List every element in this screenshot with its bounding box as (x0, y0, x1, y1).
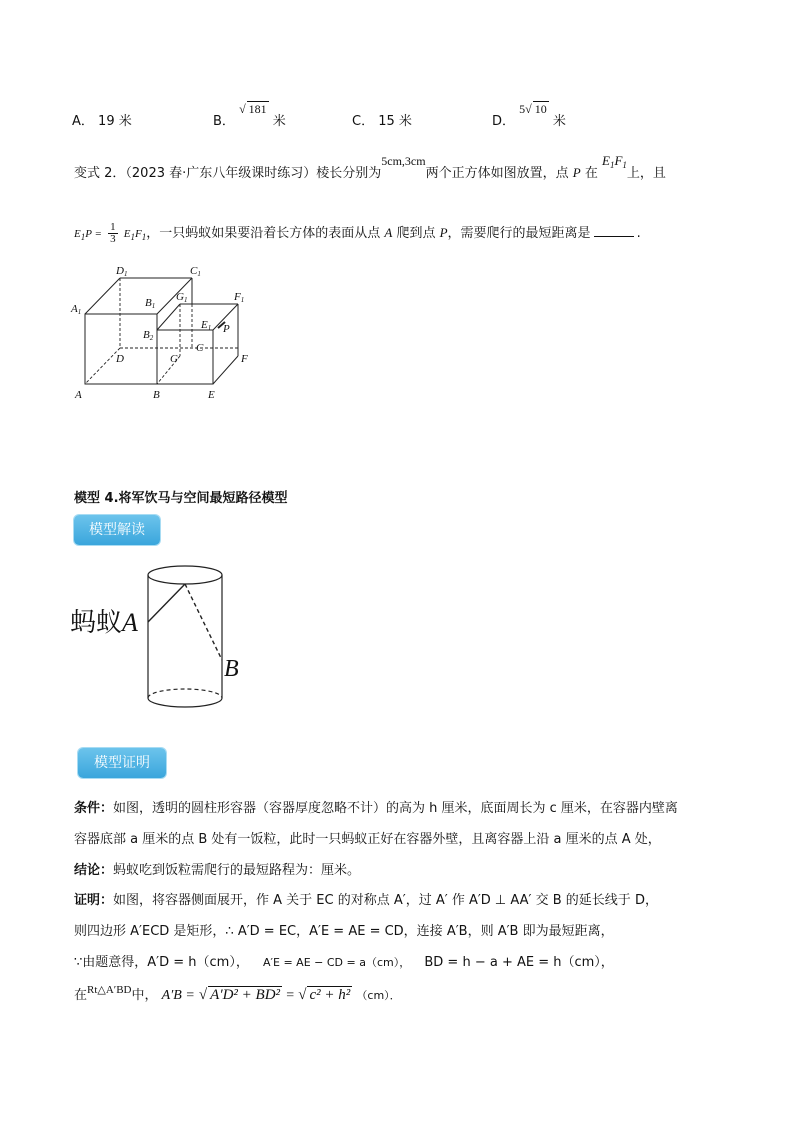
svg-text:B2: B2 (143, 329, 154, 342)
badge-model-proof: 模型证明 (78, 748, 166, 778)
svg-text:P: P (223, 323, 230, 335)
svg-text:F1: F1 (234, 291, 245, 304)
cylinder-figure (140, 560, 250, 720)
small-cube-front-face (157, 330, 213, 384)
conditions-line2: 容器底部 a 厘米的点 B 处有一饭粒，此时一只蚂蚁正好在容器外壁，且离容器上沿 a 厘米的点 A 处， (74, 832, 661, 847)
svg-text:F: F (241, 353, 248, 365)
variant2-line1: 变式 2．（2023 春·广东八年级课时练习）棱长分别为5cm,3cm两个正方体如图放置，点 P 在 $E_1F_1$上，且 (74, 153, 666, 181)
option-a: A． 19 米 (72, 114, 132, 129)
svg-text:D1: D1 (116, 265, 128, 278)
svg-text:E1: E1 (201, 319, 212, 332)
proof-line3: ∵由题意得，A′D = h（cm）， A′E = AE − CD = a（cm）， BD = h − a + AE = h（cm）， (74, 955, 614, 970)
svg-text:A: A (75, 389, 82, 401)
model4-title: 模型 4.将军饮马与空间最短路径模型 (74, 491, 288, 506)
svg-text:G1: G1 (176, 291, 188, 304)
svg-text:D: D (116, 353, 124, 365)
b-label: B (224, 656, 239, 682)
proof-line4: 在Rt△A′BD中， A′B = √ A′D² + BD² = √ c² + h² $_{(cm).}$ (74, 984, 401, 1003)
cube-figure (60, 258, 260, 408)
svg-text:B: B (153, 389, 160, 401)
proof-line1: 证明：如图，将容器侧面展开，作 A 关于 EC 的对称点 A′，过 A′ 作 A′D ⊥ AA′ 交 B 的延长线于 D， (74, 893, 658, 908)
answer-blank[interactable] (594, 236, 634, 237)
ant-label: 蚂蚁A (70, 608, 138, 638)
option-b: B． √ 181 米 (213, 102, 286, 129)
svg-text:B1: B1 (145, 297, 156, 310)
svg-text:E: E (208, 389, 215, 401)
svg-text:A1: A1 (71, 303, 82, 316)
svg-text:G: G (170, 353, 178, 365)
badge-model-reading: 模型解读 (74, 515, 160, 545)
proof-line2: 则四边形 A′ECD 是矩形，∴ A′D = EC，A′E = AE = CD，连接 A′B，则 A′B 即为最短距离， (74, 924, 614, 939)
conclusion: 结论：蚂蚁吃到饭粒需爬行的最短路程为：厘米。 (74, 863, 361, 878)
conditions-line1: 条件：如图，透明的圆柱形容器（容器厚度忽略不计）的高为 h 厘米，底面周长为 c 厘米，在容器内壁离 (74, 801, 678, 816)
option-c: C． 15 米 (352, 114, 412, 129)
svg-text:C: C (196, 342, 204, 354)
variant2-line2: $E_1P$ = $\frac{1}{3}$ $E_1F_1$，一只蚂蚁如果要沿着长方体的表面从点 A 爬到点 P，需要爬行的最短距离是 . (74, 221, 641, 245)
option-d: D． 5√ 10 米 (492, 102, 566, 129)
svg-text:C1: C1 (190, 265, 201, 278)
